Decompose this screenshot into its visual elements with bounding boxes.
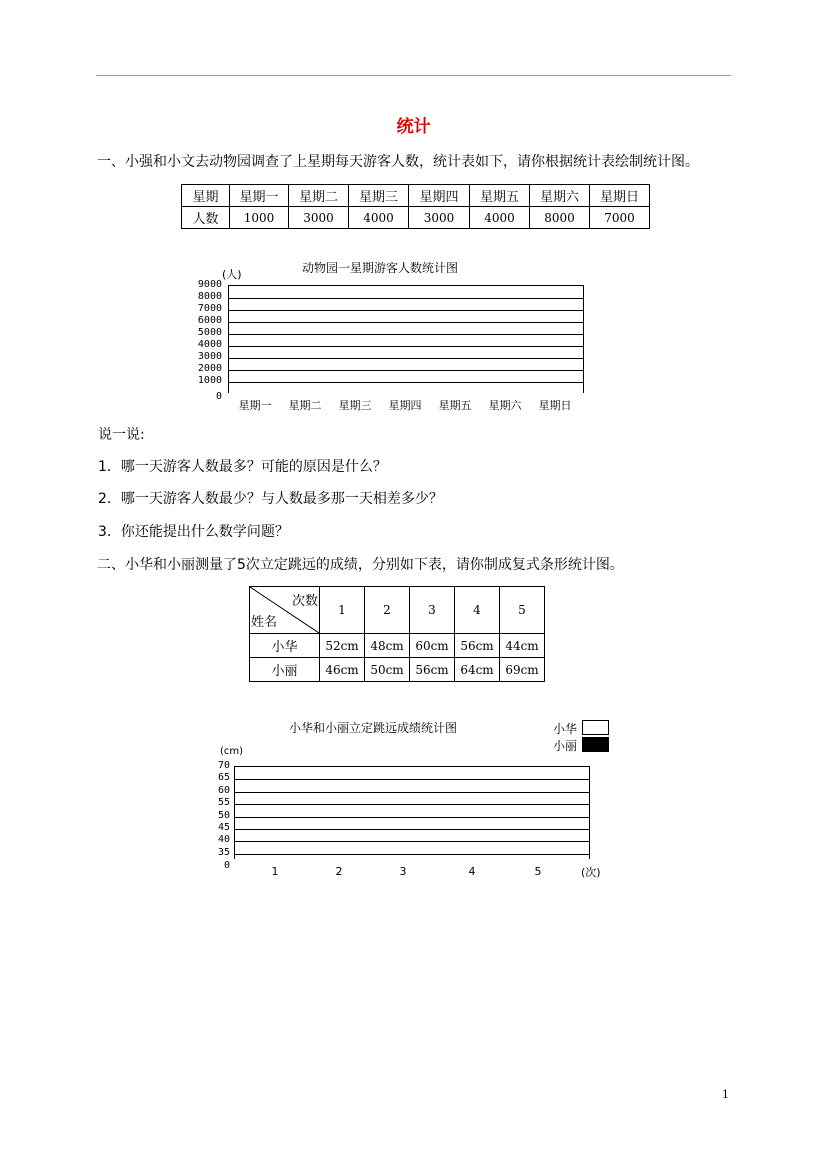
header-rule [96, 75, 731, 76]
table-row [182, 207, 650, 229]
gridline [229, 322, 583, 323]
y-tick-label: 0 [215, 391, 222, 402]
day-cell: 星期四 [409, 185, 470, 207]
jump-table [249, 586, 545, 682]
value-cell: 3000 [409, 207, 470, 229]
gridline [235, 779, 589, 780]
gridline [235, 792, 589, 793]
corner-top-label: 次数 [291, 594, 318, 609]
score-cell: 48cm [365, 634, 410, 658]
day-cell: 星期六 [530, 185, 590, 207]
gridline [229, 334, 583, 335]
x-tick-label: 1 [271, 865, 279, 878]
value-cell: 7000 [590, 207, 650, 229]
chart1-unit: (人) [222, 268, 242, 281]
y-tick-label: 40 [217, 834, 230, 846]
gridline [229, 358, 583, 359]
day-cell: 星期五 [470, 185, 530, 207]
attempt-header: 5 [500, 587, 545, 634]
name-cell: 小丽 [250, 658, 320, 682]
x-tick-label: 星期三 [338, 399, 372, 412]
attempt-header: 2 [365, 587, 410, 634]
x-tick-label: 4 [468, 865, 476, 878]
y-tick-label: 50 [217, 809, 230, 821]
table-row-label: 人数 [182, 207, 230, 229]
score-cell: 69cm [500, 658, 545, 682]
discuss-item: 1．哪一天游客人数最多？可能的原因是什么？ [98, 459, 387, 475]
score-cell: 60cm [410, 634, 455, 658]
legend-swatch-xiaoli [582, 737, 609, 752]
score-cell: 44cm [500, 634, 545, 658]
gridline [235, 829, 589, 830]
y-tick-label: 7000 [197, 303, 222, 314]
question-1-text: 一、小强和小文去动物园调查了上星期每天游客人数，统计表如下，请你根据统计表绘制统计图。 [97, 154, 699, 170]
y-tick-label: 55 [217, 797, 230, 809]
page-title: 统计 [396, 117, 431, 137]
y-tick-label: 0 [223, 860, 230, 871]
question-2-text: 二、小华和小丽测量了5次立定跳远的成绩，分别如下表，请你制成复式条形统计图。 [97, 557, 624, 573]
y-tick-label: 70 [217, 760, 230, 771]
gridline [229, 298, 583, 299]
value-cell: 3000 [289, 207, 349, 229]
legend-label-xiaoli: 小丽 [553, 739, 578, 753]
chart1-grid [228, 285, 584, 393]
legend-swatch-xiaohua [582, 720, 609, 735]
value-cell: 1000 [230, 207, 289, 229]
y-tick-label: 4000 [197, 339, 222, 350]
gridline [229, 346, 583, 347]
y-tick-label: 35 [217, 846, 230, 858]
corner-bottom-label: 姓名 [251, 615, 278, 630]
value-cell: 4000 [349, 207, 409, 229]
chart2-title: 小华和小丽立定跳远成绩统计图 [289, 721, 458, 735]
table-corner-cell [250, 587, 320, 634]
score-cell: 64cm [455, 658, 500, 682]
gridline [235, 817, 589, 818]
x-tick-label: 星期二 [288, 399, 322, 412]
x-tick-label: 星期日 [538, 399, 572, 412]
x-tick-label: 星期四 [388, 399, 422, 412]
table-row [250, 587, 545, 634]
gridline [235, 854, 589, 855]
y-tick-label: 1000 [197, 375, 222, 386]
score-cell: 56cm [410, 658, 455, 682]
chart2-grid [234, 766, 590, 859]
discuss-heading: 说一说: [98, 427, 145, 443]
name-cell: 小华 [250, 634, 320, 658]
value-cell: 8000 [530, 207, 590, 229]
x-tick-label: 2 [335, 865, 343, 878]
discuss-item: 2．哪一天游客人数最少？与人数最多那一天相差多少？ [98, 491, 443, 507]
x-tick-label: 星期六 [488, 399, 522, 412]
y-tick-label: 8000 [197, 291, 222, 302]
attempt-header: 4 [455, 587, 500, 634]
y-tick-label: 60 [217, 784, 230, 796]
day-cell: 星期二 [289, 185, 349, 207]
score-cell: 50cm [365, 658, 410, 682]
gridline [235, 804, 589, 805]
gridline [229, 310, 583, 311]
gridline [229, 382, 583, 383]
chart2-unit: (cm) [220, 746, 244, 757]
value-cell: 4000 [470, 207, 530, 229]
y-tick-label: 6000 [197, 315, 222, 326]
visitors-table [181, 184, 650, 229]
y-tick-label: 65 [217, 772, 230, 784]
attempt-header: 1 [320, 587, 365, 634]
table-row [250, 634, 545, 658]
y-tick-label: 2000 [197, 363, 222, 374]
score-cell: 46cm [320, 658, 365, 682]
day-cell: 星期日 [590, 185, 650, 207]
chart1-title: 动物园一星期游客人数统计图 [302, 261, 459, 275]
score-cell: 56cm [455, 634, 500, 658]
chart2-x-unit: (次) [581, 866, 601, 879]
day-cell: 星期一 [230, 185, 289, 207]
table-header-label: 星期 [182, 185, 230, 207]
table-row [250, 658, 545, 682]
discuss-item: 3．你还能提出什么数学问题？ [98, 524, 289, 540]
y-tick-label: 9000 [197, 279, 222, 290]
table-row [182, 185, 650, 207]
gridline [235, 841, 589, 842]
y-tick-label: 45 [217, 822, 230, 833]
attempt-header: 3 [410, 587, 455, 634]
x-tick-label: 5 [534, 865, 542, 878]
y-tick-label: 5000 [197, 327, 222, 338]
x-tick-label: 星期五 [438, 399, 472, 412]
x-tick-label: 3 [399, 865, 407, 878]
x-tick-label: 星期一 [238, 399, 272, 412]
score-cell: 52cm [320, 634, 365, 658]
day-cell: 星期三 [349, 185, 409, 207]
page-number: 1 [722, 1088, 729, 1101]
y-tick-label: 3000 [197, 351, 222, 362]
gridline [229, 370, 583, 371]
legend-label-xiaohua: 小华 [553, 722, 578, 736]
